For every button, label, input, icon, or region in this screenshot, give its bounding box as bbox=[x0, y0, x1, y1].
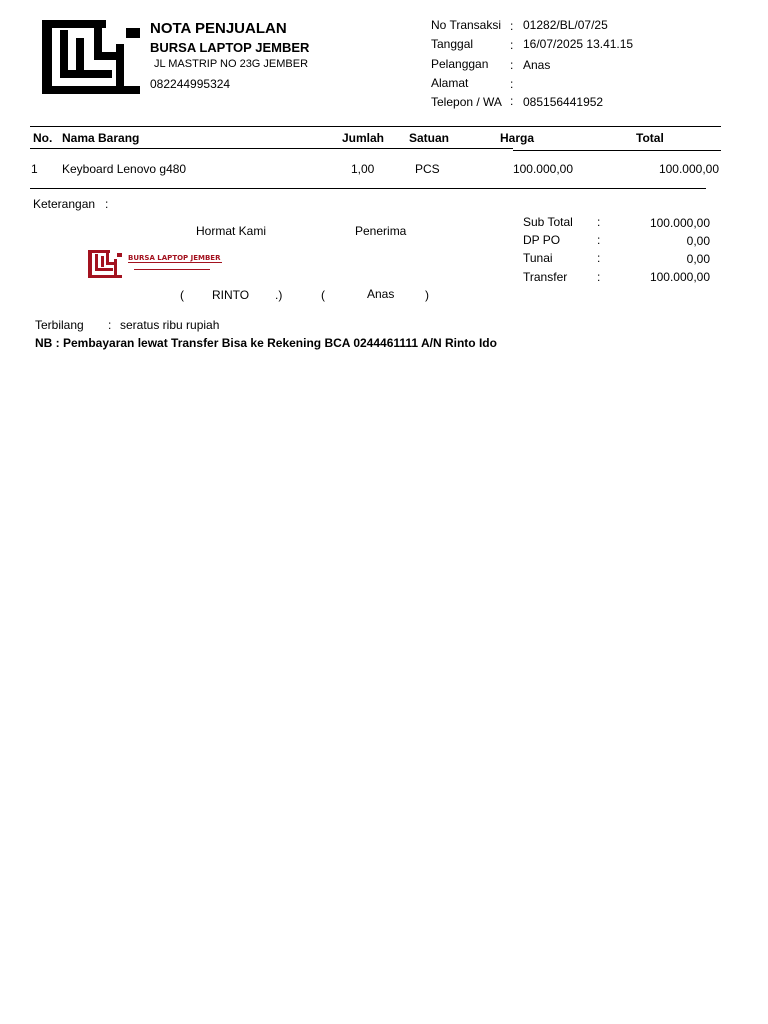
col-header-name: Nama Barang bbox=[62, 131, 140, 145]
value-pelanggan: Anas bbox=[523, 58, 551, 72]
row-qty: 1,00 bbox=[351, 162, 375, 176]
col-header-no: No. bbox=[33, 131, 53, 145]
col-header-qty: Jumlah bbox=[342, 131, 385, 145]
colon: : bbox=[597, 251, 601, 265]
summary-value-tunai: 0,00 bbox=[686, 252, 710, 266]
colon: : bbox=[510, 58, 514, 72]
store-logo-icon bbox=[42, 20, 140, 94]
row-unit: PCS bbox=[415, 162, 440, 176]
store-address: JL MASTRIP NO 23G JEMBER bbox=[154, 58, 309, 70]
summary-label-transfer: Transfer bbox=[523, 270, 568, 284]
stamp-text: BURSA LAPTOP JEMBER bbox=[128, 254, 221, 262]
sender-bracket-open: ( bbox=[180, 288, 184, 302]
table-top-border bbox=[30, 126, 721, 127]
value-telepon: 085156441952 bbox=[523, 95, 604, 109]
label-tanggal: Tanggal bbox=[431, 37, 474, 51]
value-no-transaksi: 01282/BL/07/25 bbox=[523, 18, 608, 32]
value-tanggal: 16/07/2025 13.41.15 bbox=[523, 37, 634, 51]
store-stamp-icon bbox=[88, 250, 224, 278]
summary-label-subtotal: Sub Total bbox=[523, 215, 573, 229]
notes-label: Keterangan bbox=[33, 197, 96, 211]
summary-label-dp: DP PO bbox=[523, 233, 561, 247]
receiver-name: Anas bbox=[367, 287, 395, 301]
colon: : bbox=[510, 19, 514, 33]
receiver-label: Penerima bbox=[355, 224, 407, 238]
colon: : bbox=[510, 94, 514, 108]
terbilang-value: seratus ribu rupiah bbox=[120, 318, 220, 332]
col-header-price: Harga bbox=[500, 131, 535, 145]
colon: : bbox=[105, 197, 109, 211]
colon: : bbox=[510, 38, 514, 52]
summary-value-transfer: 100.000,00 bbox=[649, 270, 710, 284]
invoice-title: NOTA PENJUALAN bbox=[150, 20, 287, 37]
table-header-border bbox=[30, 148, 513, 149]
label-no-transaksi: No Transaksi bbox=[431, 18, 502, 32]
summary-value-dp: 0,00 bbox=[686, 234, 710, 248]
receiver-bracket-close: ) bbox=[425, 288, 429, 302]
colon: : bbox=[597, 270, 601, 284]
payment-note: NB : Pembayaran lewat Transfer Bisa ke Rekening BCA 0244461111 A/N Rinto Ido bbox=[35, 336, 497, 350]
sender-bracket-close: .) bbox=[275, 288, 283, 302]
row-no: 1 bbox=[31, 162, 38, 176]
sender-name: RINTO bbox=[212, 288, 250, 302]
summary-value-subtotal: 100.000,00 bbox=[649, 216, 710, 230]
label-alamat: Alamat bbox=[431, 76, 469, 90]
terbilang-label: Terbilang bbox=[35, 318, 84, 332]
colon: : bbox=[597, 215, 601, 229]
col-header-total: Total bbox=[636, 131, 664, 145]
store-phone: 082244995324 bbox=[150, 77, 231, 91]
colon: : bbox=[108, 318, 112, 332]
store-name: BURSA LAPTOP JEMBER bbox=[150, 40, 310, 55]
label-telepon: Telepon / WA bbox=[431, 95, 502, 109]
row-name: Keyboard Lenovo g480 bbox=[62, 162, 187, 176]
table-bottom-border bbox=[30, 188, 706, 189]
colon: : bbox=[597, 233, 601, 247]
colon: : bbox=[510, 77, 514, 91]
table-header-border bbox=[513, 150, 721, 151]
label-pelanggan: Pelanggan bbox=[431, 57, 489, 71]
sender-label: Hormat Kami bbox=[196, 224, 267, 238]
summary-label-tunai: Tunai bbox=[523, 251, 553, 265]
row-price: 100.000,00 bbox=[512, 162, 573, 176]
receiver-bracket-open: ( bbox=[321, 288, 325, 302]
col-header-unit: Satuan bbox=[409, 131, 450, 145]
row-total: 100.000,00 bbox=[658, 162, 719, 176]
